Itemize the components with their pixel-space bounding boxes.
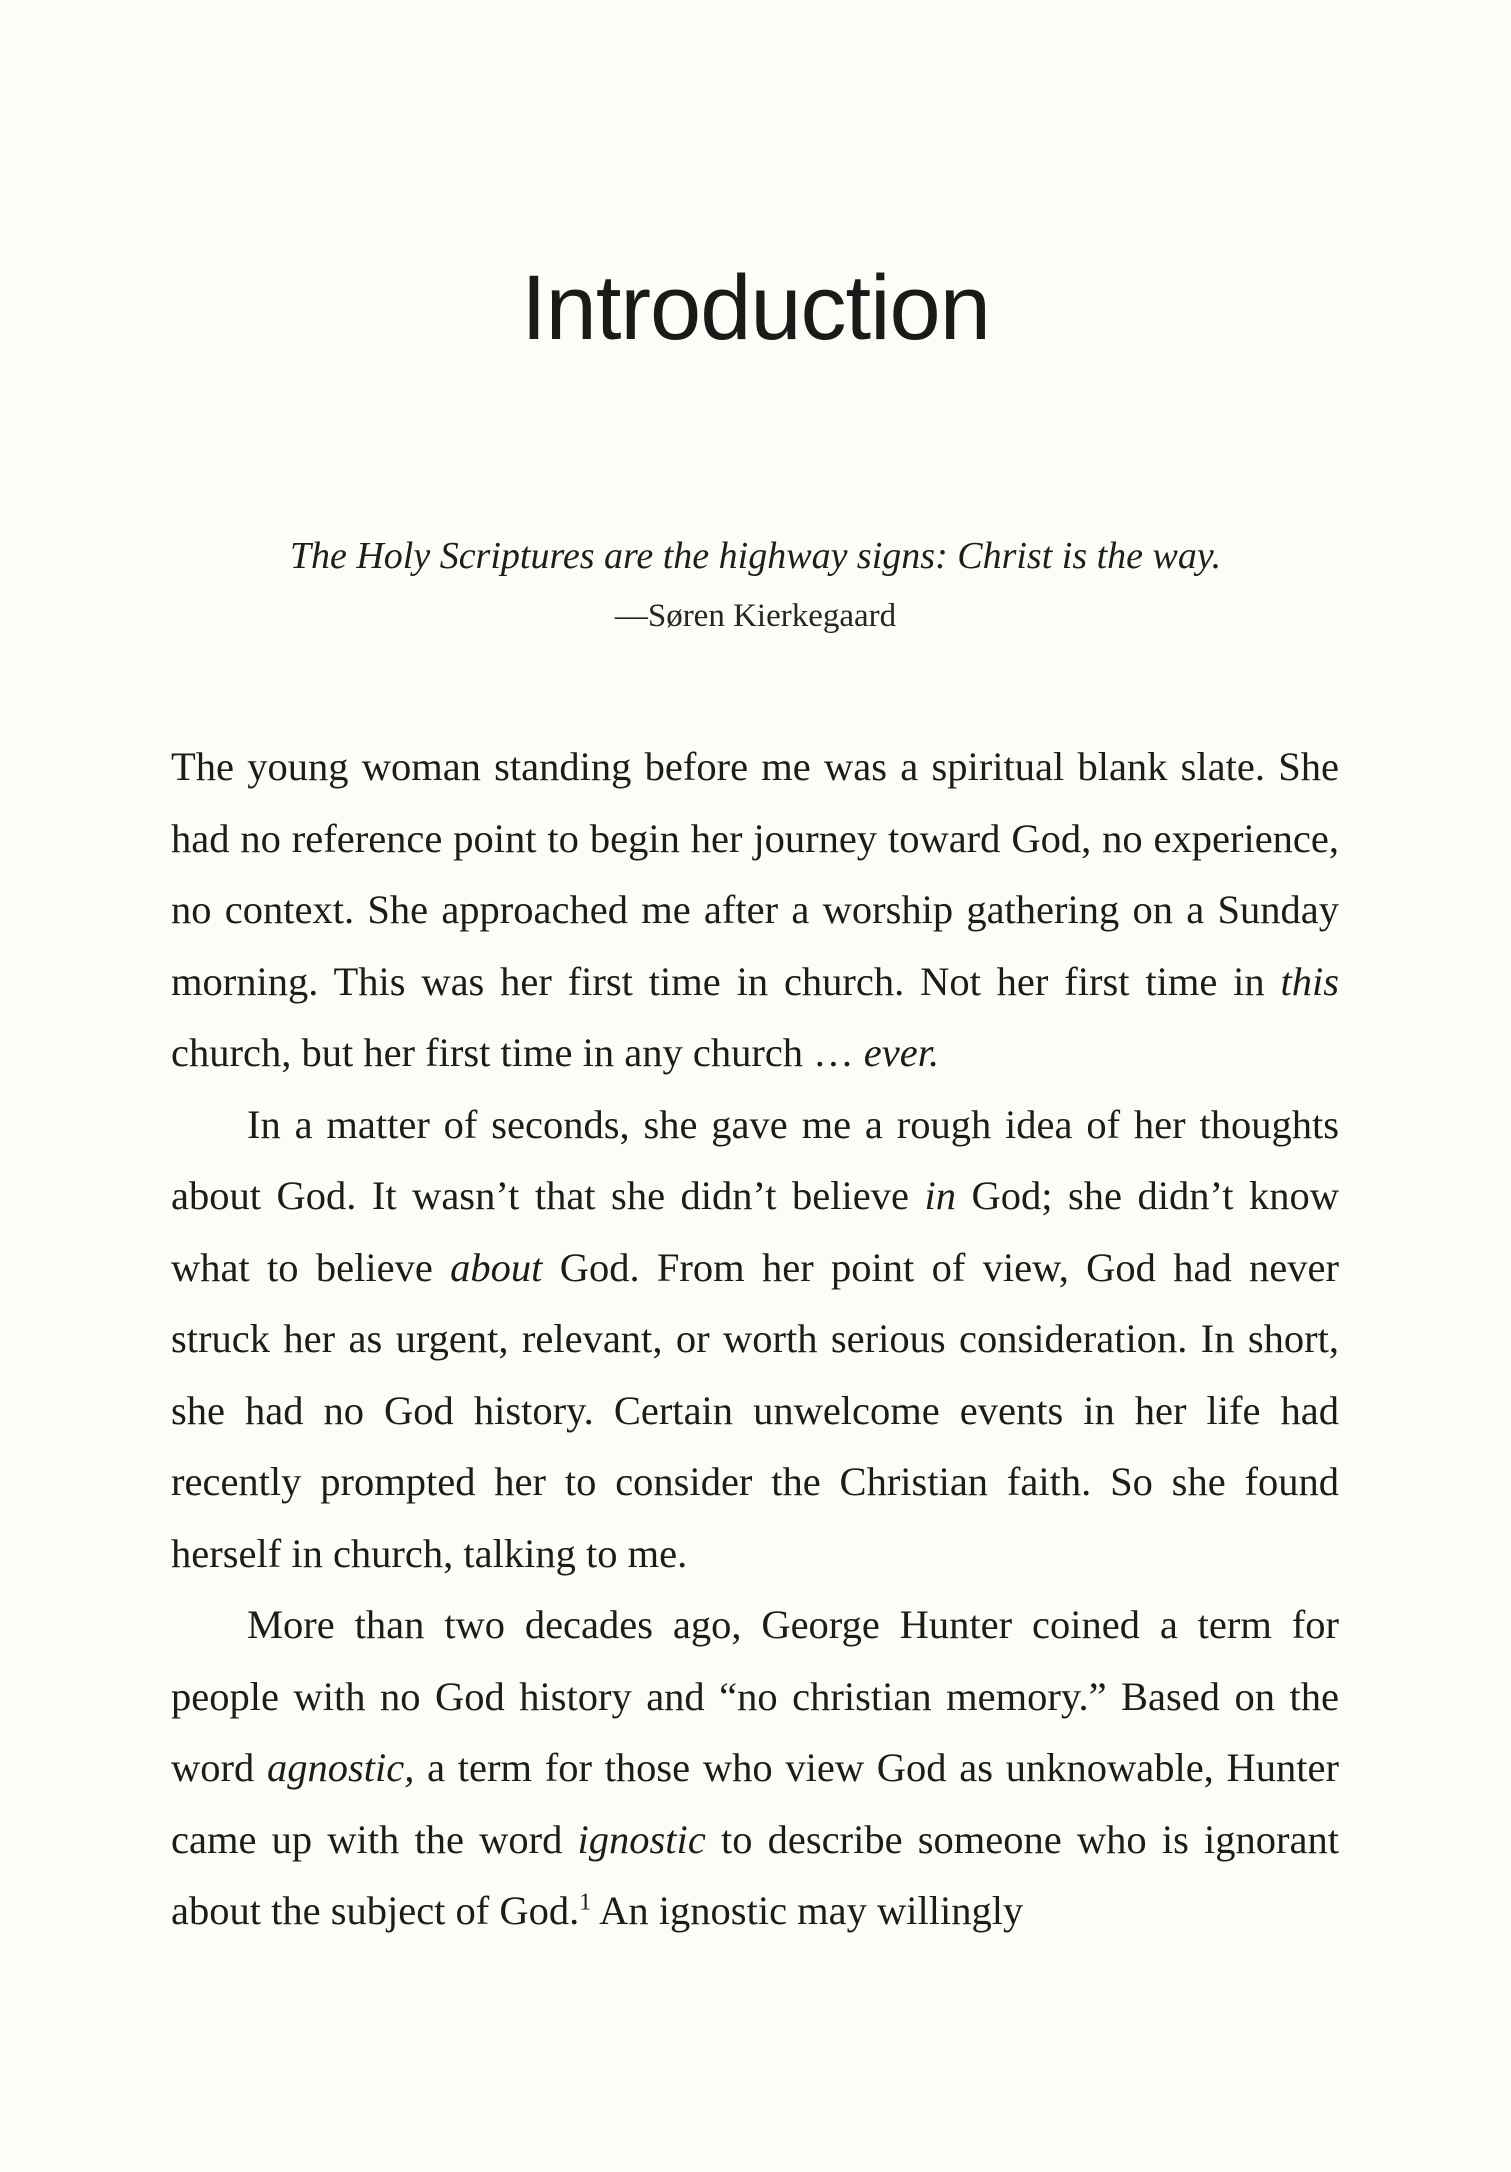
epigraph-quote: The Holy Scriptures are the highway signs: Christ is the way. <box>289 535 1222 577</box>
emphasis: about <box>450 1244 543 1290</box>
paragraph-1 <box>171 731 1339 1089</box>
emphasis: ignostic <box>577 1816 706 1862</box>
emphasis: agnostic, <box>266 1745 415 1790</box>
paragraph-text: God; she didn’t know what to believe <box>171 1173 1339 1290</box>
paragraph-2 <box>171 1089 1339 1590</box>
emphasis: in <box>924 1173 956 1218</box>
paragraph-text: In a matter of seconds, she gave me a rough idea of her thoughts about God. It wasn’t that she didn’t believe <box>171 1101 1339 1218</box>
paragraph-3 <box>171 1589 1339 1947</box>
emphasis: ever. <box>863 1030 940 1075</box>
body-text <box>171 731 1339 1947</box>
paragraph-text: God. From her point of view, God had never struck her as urgent, relevant, or worth serious consideration. In short, she had no God history. Certain unwelcome events in her life had recently prompted her to consider the Christian faith. So she found herself in church, talking to me. <box>171 1244 1339 1576</box>
epigraph <box>0 528 1511 638</box>
chapter-title: Introduction <box>521 257 990 359</box>
paragraph-text: church, but her first time in any church … <box>171 1030 864 1075</box>
epigraph-attribution: —Søren Kierkegaard <box>614 598 897 634</box>
paragraph-text: An ignostic may willingly <box>591 1888 1024 1933</box>
footnote-reference[interactable]: 1 <box>579 1889 592 1916</box>
paragraph-text: to describe someone who is ignorant about the subject of God. <box>171 1816 1339 1933</box>
paragraph-text: a term for those who view God as unknowable, Hunter came up with the word <box>171 1745 1339 1862</box>
paragraph-text: More than two decades ago, George Hunter coined a term for people with no God history and “no christian memory.” Based on the word <box>171 1602 1339 1790</box>
emphasis: this <box>1280 958 1339 1004</box>
paragraph-text: The young woman standing before me was a spiritual blank slate. She had no reference point to begin her journey toward God, no experience, no context. She approached me after a worship gathering on a Sunday morning. This was her first time in church. Not her first time in <box>171 744 1339 1004</box>
